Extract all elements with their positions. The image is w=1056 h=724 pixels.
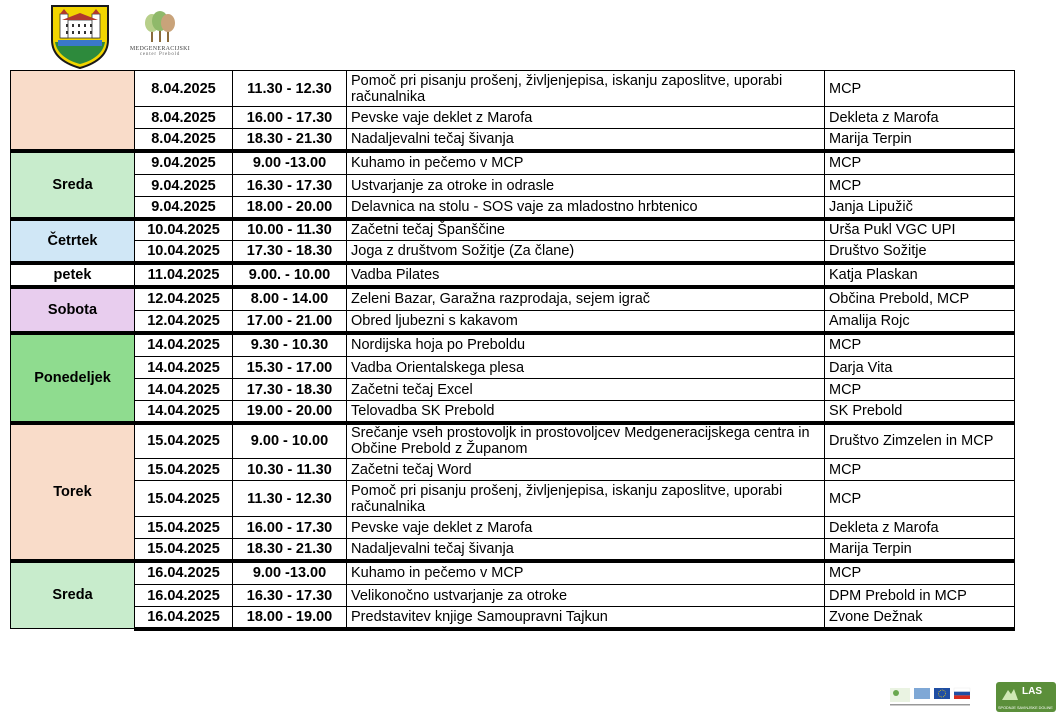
organizer-cell: MCP	[825, 481, 1015, 517]
date-cell: 15.04.2025	[135, 423, 233, 459]
table-row	[11, 459, 1015, 481]
date-cell: 15.04.2025	[135, 539, 233, 561]
time-cell: 16.00 - 17.30	[233, 517, 347, 539]
organizer-cell: MCP	[825, 459, 1015, 481]
activity-cell: Vadba Orientalskega plesa	[347, 357, 825, 379]
organizer-cell: Društvo Sožitje	[825, 241, 1015, 263]
time-cell: 11.30 - 12.30	[233, 481, 347, 517]
activity-cell: Pevske vaje deklet z Marofa	[347, 517, 825, 539]
organizer-cell: Zvone Dežnak	[825, 607, 1015, 629]
organizer-cell: Občina Prebold, MCP	[825, 287, 1015, 311]
organizer-cell: MCP	[825, 151, 1015, 175]
date-cell: 10.04.2025	[135, 219, 233, 241]
eu-funding-logos	[890, 684, 976, 708]
municipality-crest-logo	[50, 4, 110, 70]
trees-icon	[140, 10, 180, 44]
time-cell: 16.30 - 17.30	[233, 175, 347, 197]
time-cell: 9.00 - 10.00	[233, 423, 347, 459]
time-cell: 8.00 - 14.00	[233, 287, 347, 311]
date-cell: 14.04.2025	[135, 379, 233, 401]
date-cell: 12.04.2025	[135, 311, 233, 333]
date-cell: 14.04.2025	[135, 401, 233, 423]
table-row	[11, 517, 1015, 539]
day-cell	[11, 71, 135, 151]
table-row	[11, 423, 1015, 459]
activity-cell: Kuhamo in pečemo v MCP	[347, 561, 825, 585]
table-row	[11, 357, 1015, 379]
date-cell: 16.04.2025	[135, 585, 233, 607]
organizer-cell: Marija Terpin	[825, 539, 1015, 561]
date-cell: 9.04.2025	[135, 175, 233, 197]
table-row	[11, 585, 1015, 607]
table-row	[11, 311, 1015, 333]
organizer-cell: Marija Terpin	[825, 129, 1015, 151]
time-cell: 18.30 - 21.30	[233, 129, 347, 151]
organizer-cell: Amalija Rojc	[825, 311, 1015, 333]
date-cell: 8.04.2025	[135, 129, 233, 151]
activity-cell: Ustvarjanje za otroke in odrasle	[347, 175, 825, 197]
organizer-cell: Darja Vita	[825, 357, 1015, 379]
day-cell: Sobota	[11, 287, 135, 333]
activity-cell: Začetni tečaj Excel	[347, 379, 825, 401]
activity-cell: Pomoč pri pisanju prošenj, življenjepisa, iskanju zaposlitve, uporabi računalnika	[347, 481, 825, 517]
time-cell: 15.30 - 17.00	[233, 357, 347, 379]
date-cell: 15.04.2025	[135, 481, 233, 517]
day-cell: Četrtek	[11, 219, 135, 263]
table-row	[11, 129, 1015, 151]
day-cell: petek	[11, 263, 135, 287]
day-cell: Sreda	[11, 561, 135, 629]
time-cell: 18.00 - 19.00	[233, 607, 347, 629]
date-cell: 15.04.2025	[135, 459, 233, 481]
mcp-logo-subtitle: center Prebold	[139, 52, 181, 57]
las-subtitle: SPODNJE SAVINJSKE DOLINE	[998, 706, 1053, 710]
activity-cell: Joga z društvom Sožitje (Za člane)	[347, 241, 825, 263]
table-row	[11, 71, 1015, 107]
table-row	[11, 151, 1015, 175]
activity-cell: Predstavitev knjige Samoupravni Tajkun	[347, 607, 825, 629]
date-cell: 11.04.2025	[135, 263, 233, 287]
table-row	[11, 197, 1015, 219]
organizer-cell: Janja Lipužič	[825, 197, 1015, 219]
organizer-cell: Urša Pukl VGC UPI	[825, 219, 1015, 241]
activity-cell: Zeleni Bazar, Garažna razprodaja, sejem igrač	[347, 287, 825, 311]
table-row	[11, 107, 1015, 129]
activity-cell: Pevske vaje deklet z Marofa	[347, 107, 825, 129]
date-cell: 9.04.2025	[135, 151, 233, 175]
organizer-cell: Dekleta z Marofa	[825, 517, 1015, 539]
schedule-table	[10, 70, 1015, 631]
table-row	[11, 219, 1015, 241]
las-label: LAS	[1022, 686, 1042, 697]
time-cell: 9.00 -13.00	[233, 561, 347, 585]
organizer-cell: MCP	[825, 333, 1015, 357]
activity-cell: Kuhamo in pečemo v MCP	[347, 151, 825, 175]
activity-cell: Nadaljevalni tečaj šivanja	[347, 539, 825, 561]
activity-cell: Obred ljubezni s kakavom	[347, 311, 825, 333]
organizer-cell: Katja Plaskan	[825, 263, 1015, 287]
organizer-cell: MCP	[825, 175, 1015, 197]
activity-cell: Velikonočno ustvarjanje za otroke	[347, 585, 825, 607]
organizer-cell: DPM Prebold in MCP	[825, 585, 1015, 607]
table-row	[11, 379, 1015, 401]
date-cell: 15.04.2025	[135, 517, 233, 539]
organizer-cell: MCP	[825, 379, 1015, 401]
date-cell: 14.04.2025	[135, 357, 233, 379]
day-cell: Sreda	[11, 151, 135, 219]
organizer-cell: MCP	[825, 71, 1015, 107]
time-cell: 19.00 - 20.00	[233, 401, 347, 423]
time-cell: 10.00 - 11.30	[233, 219, 347, 241]
organizer-cell: SK Prebold	[825, 401, 1015, 423]
table-row	[11, 539, 1015, 561]
time-cell: 9.30 - 10.30	[233, 333, 347, 357]
time-cell: 18.00 - 20.00	[233, 197, 347, 219]
table-row	[11, 561, 1015, 585]
date-cell: 9.04.2025	[135, 197, 233, 219]
date-cell: 10.04.2025	[135, 241, 233, 263]
activity-cell: Vadba Pilates	[347, 263, 825, 287]
table-row	[11, 241, 1015, 263]
mcp-logo	[128, 10, 192, 62]
las-logo	[996, 682, 1056, 712]
date-cell: 16.04.2025	[135, 607, 233, 629]
date-cell: 12.04.2025	[135, 287, 233, 311]
time-cell: 10.30 - 11.30	[233, 459, 347, 481]
organizer-cell: Društvo Zimzelen in MCP	[825, 423, 1015, 459]
mcp-logo-title: MEDGENERACIJSKI	[129, 46, 191, 52]
time-cell: 18.30 - 21.30	[233, 539, 347, 561]
date-cell: 8.04.2025	[135, 107, 233, 129]
organizer-cell: MCP	[825, 561, 1015, 585]
mountain-icon	[1002, 686, 1018, 700]
time-cell: 16.30 - 17.30	[233, 585, 347, 607]
time-cell: 17.30 - 18.30	[233, 241, 347, 263]
activity-cell: Pomoč pri pisanju prošenj, življenjepisa, iskanju zaposlitve, uporabi računalnika	[347, 71, 825, 107]
table-row	[11, 481, 1015, 517]
table-row	[11, 175, 1015, 197]
date-cell: 8.04.2025	[135, 71, 233, 107]
activity-cell: Začetni tečaj Španščine	[347, 219, 825, 241]
time-cell: 9.00 -13.00	[233, 151, 347, 175]
date-cell: 14.04.2025	[135, 333, 233, 357]
table-row	[11, 263, 1015, 287]
organizer-cell: Dekleta z Marofa	[825, 107, 1015, 129]
activity-cell: Srečanje vseh prostovoljk in prostovoljcev Medgeneracijskega centra in Občine Prebold z Županom	[347, 423, 825, 459]
day-cell: Ponedeljek	[11, 333, 135, 423]
table-row	[11, 287, 1015, 311]
time-cell: 11.30 - 12.30	[233, 71, 347, 107]
activity-cell: Delavnica na stolu - SOS vaje za mladostno hrbtenico	[347, 197, 825, 219]
activity-cell: Začetni tečaj Word	[347, 459, 825, 481]
time-cell: 16.00 - 17.30	[233, 107, 347, 129]
time-cell: 17.00 - 21.00	[233, 311, 347, 333]
table-row	[11, 333, 1015, 357]
table-row	[11, 607, 1015, 629]
time-cell: 9.00. - 10.00	[233, 263, 347, 287]
day-cell: Torek	[11, 423, 135, 561]
activity-cell: Telovadba SK Prebold	[347, 401, 825, 423]
date-cell: 16.04.2025	[135, 561, 233, 585]
time-cell: 17.30 - 18.30	[233, 379, 347, 401]
activity-cell: Nadaljevalni tečaj šivanja	[347, 129, 825, 151]
activity-cell: Nordijska hoja po Preboldu	[347, 333, 825, 357]
table-row	[11, 401, 1015, 423]
